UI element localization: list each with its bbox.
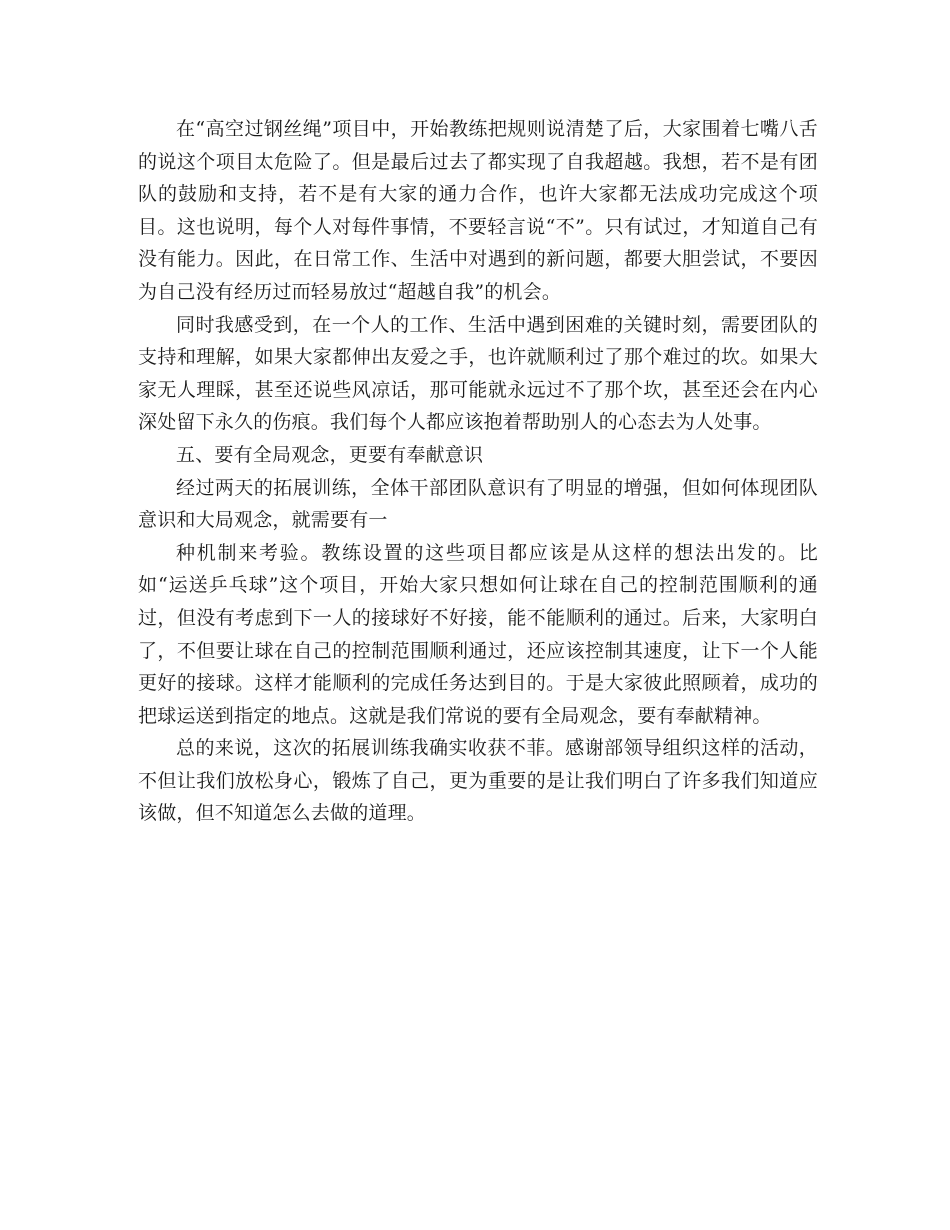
paragraph-team-support: 同时我感受到，在一个人的工作、生活中遇到困难的关键时刻，需要团队的支持和理解，如果大家都伸出友爱之手，也许就顺利过了那个难过的坎。如果大家无人理睬，甚至还说些风凉话，那可能就永远过不了那个坎，甚至还会在内心深处留下永久的伤痕。我们每个人都应该抱着帮助别人的心态去为人处事。 [138,313,818,434]
document-body [138,113,818,830]
paragraph-team-awareness: 经过两天的拓展训练，全体干部团队意识有了明显的增强，但如何体现团队意识和大局观念，就需要有一 [138,476,818,532]
paragraph-ping-pong-project: 种机制来考验。教练设置的这些项目都应该是从这样的想法出发的。比如“运送乒乓球”这个项目，开始大家只想如何让球在自己的控制范围顺利的通过，但没有考虑到下一人的接球好不好接，能不能顺利的通过。后来，大家明白了，不但要让球在自己的控制范围顺利通过，还应该控制其速度，让下一个人能更好的接球。这样才能顺利的完成任务达到目的。于是大家彼此照顾着，成功的把球运送到指定的地点。这就是我们常说的要有全局观念，要有奉献精神。 [138,541,818,727]
section-heading-global-view: 五、要有全局观念，更要有奉献意识 [176,443,484,466]
paragraph-steel-wire-project: 在“高空过钢丝绳”项目中，开始教练把规则说清楚了后，大家围着七嘴八舌的说这个项目太危险了。但是最后过去了都实现了自我超越。我想，若不是有团队的鼓励和支持，若不是有大家的通力合作，也许大家都无法成功完成这个项目。这也说明，每个人对每件事情，不要轻言说“不”。只有试过，才知道自己有没有能力。因此，在日常工作、生活中对遇到的新问题，都要大胆尝试，不要因为自己没有经历过而轻易放过“超越自我”的机会。 [138,118,818,303]
paragraph-conclusion: 总的来说，这次的拓展训练我确实收获不菲。感谢部领导组织这样的活动，不但让我们放松身心，锻炼了自己，更为重要的是让我们明白了许多我们知道应该做，但不知道怎么去做的道理。 [138,737,818,825]
